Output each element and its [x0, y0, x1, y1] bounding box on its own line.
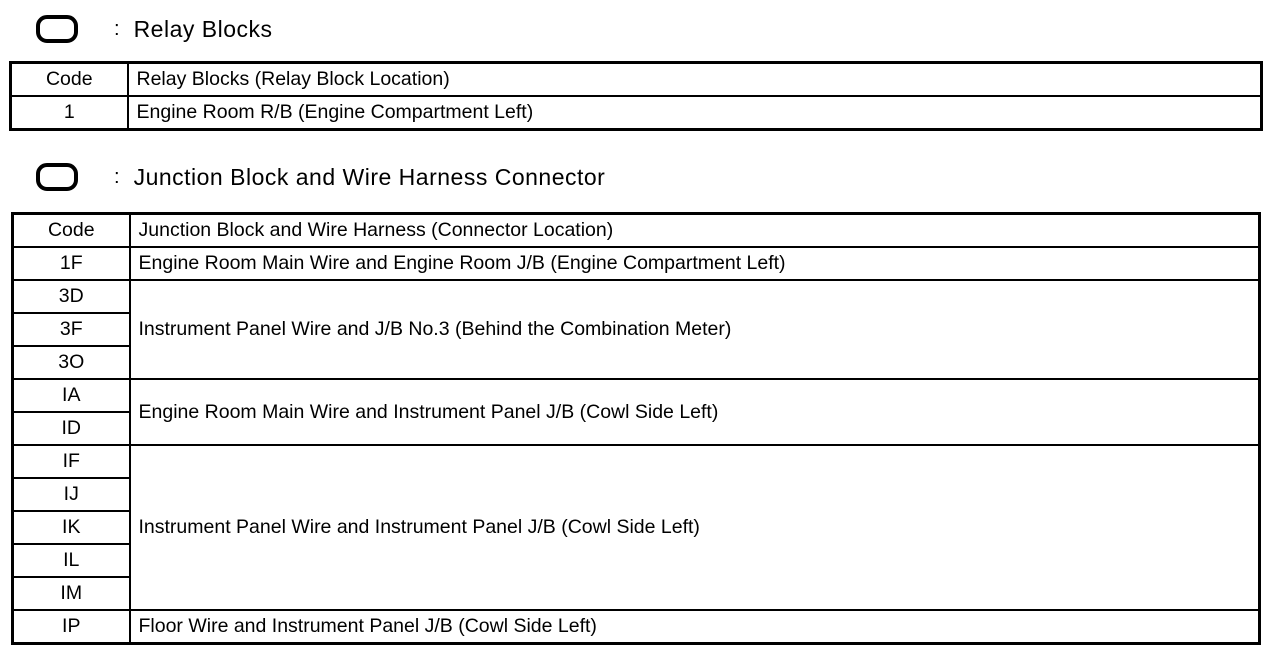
relay-section-header — [36, 9, 273, 49]
location-cell: Instrument Panel Wire and Instrument Panel J/B (Cowl Side Left) — [130, 445, 1260, 610]
location-cell: Engine Room Main Wire and Instrument Panel J/B (Cowl Side Left) — [130, 379, 1260, 445]
code-cell: 3O — [13, 346, 130, 379]
junction-block-table — [11, 212, 1261, 645]
code-cell: 1 — [11, 96, 128, 130]
code-cell: IP — [13, 610, 130, 644]
table-row — [13, 247, 1260, 280]
table-row — [11, 96, 1262, 130]
location-cell: Engine Room R/B (Engine Compartment Left) — [128, 96, 1262, 130]
code-cell: IJ — [13, 478, 130, 511]
code-cell: 1F — [13, 247, 130, 280]
relay-blocks-table — [9, 61, 1263, 131]
table-row — [13, 379, 1260, 412]
code-header: Code — [13, 214, 130, 248]
table-row — [13, 445, 1260, 478]
code-cell: 3D — [13, 280, 130, 313]
code-cell: IM — [13, 577, 130, 610]
code-cell: IF — [13, 445, 130, 478]
code-cell: IA — [13, 379, 130, 412]
code-header: Code — [11, 63, 128, 97]
location-cell: Floor Wire and Instrument Panel J/B (Cowl Side Left) — [130, 610, 1260, 644]
jb-section-title: Junction Block and Wire Harness Connector — [133, 163, 606, 190]
code-cell: ID — [13, 412, 130, 445]
code-cell: 3F — [13, 313, 130, 346]
relay-section-title: Relay Blocks — [133, 15, 273, 42]
location-header: Junction Block and Wire Harness (Connector Location) — [130, 214, 1260, 248]
junction-block-icon — [36, 163, 78, 191]
jb-section-header — [36, 157, 605, 197]
location-cell: Engine Room Main Wire and Engine Room J/B (Engine Compartment Left) — [130, 247, 1260, 280]
table-row — [13, 280, 1260, 313]
table-header-row — [13, 214, 1260, 248]
table-header-row — [11, 63, 1262, 97]
location-cell: Instrument Panel Wire and J/B No.3 (Behind the Combination Meter) — [130, 280, 1260, 379]
code-cell: IK — [13, 511, 130, 544]
table-row — [13, 610, 1260, 644]
location-header: Relay Blocks (Relay Block Location) — [128, 63, 1262, 97]
code-cell: IL — [13, 544, 130, 577]
relay-block-icon — [36, 15, 78, 43]
jb-colon: : — [114, 165, 120, 188]
relay-colon: : — [114, 17, 120, 40]
